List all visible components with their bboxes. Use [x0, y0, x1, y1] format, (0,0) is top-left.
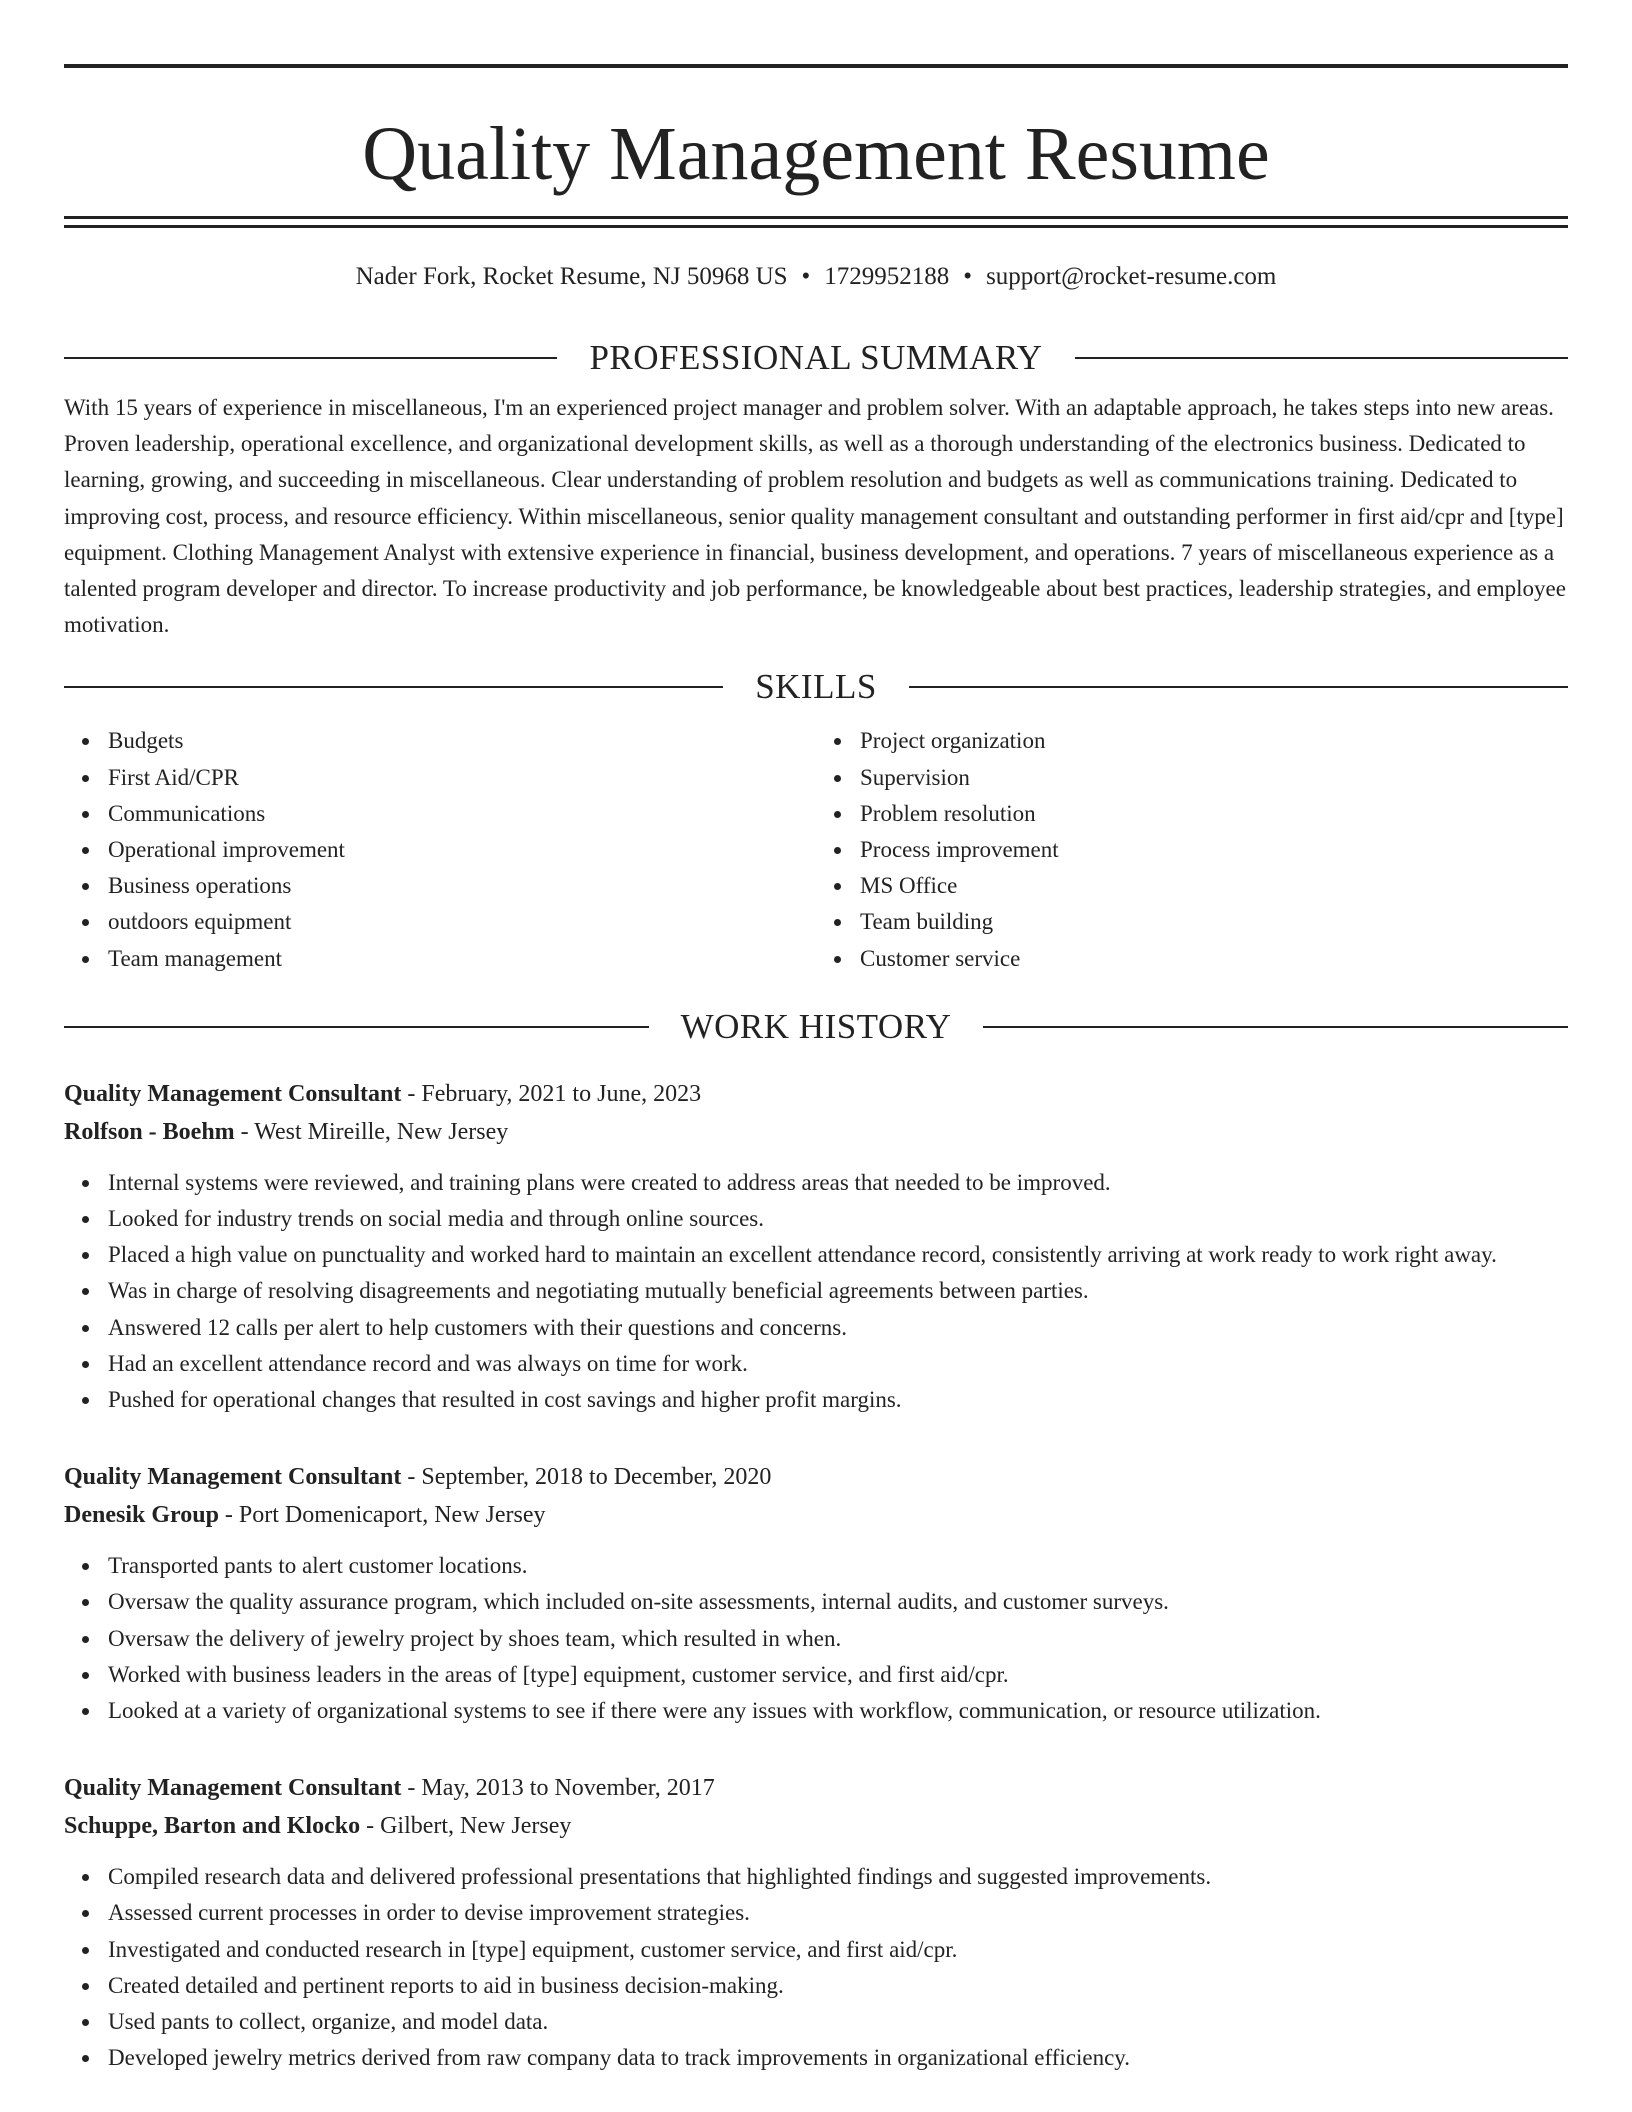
job-bullet: Answered 12 calls per alert to help customers with their questions and concerns.	[108, 1310, 1568, 1346]
skills-column-right	[816, 723, 1568, 976]
skills-heading-label: SKILLS	[755, 667, 877, 707]
work-section-heading	[64, 1005, 1568, 1049]
resume-page	[64, 0, 1568, 2077]
heading-rule-right	[909, 686, 1568, 688]
job-location: - Port Domenicaport, New Jersey	[218, 1502, 546, 1529]
skill-item: First Aid/CPR	[108, 760, 816, 796]
job-title-line	[64, 1458, 1568, 1496]
job-company: Schuppe, Barton and Klocko	[64, 1813, 361, 1840]
job-bullet: Placed a high value on punctuality and worked hard to maintain an excellent attendance record, consistently arriving at work ready to work right away.	[108, 1237, 1568, 1273]
job-bullet: Oversaw the delivery of jewelry project by shoes team, which resulted in when.	[108, 1621, 1568, 1657]
job-location: - West Mireille, New Jersey	[234, 1118, 509, 1145]
job-bullet: Was in charge of resolving disagreements and negotiating mutually beneficial agreements between parties.	[108, 1273, 1568, 1309]
title-double-rule	[64, 216, 1568, 228]
contact-separator: •	[963, 263, 973, 290]
job-company-line	[64, 1496, 1568, 1534]
skills-list	[64, 723, 1568, 976]
job-bullet: Looked at a variety of organizational systems to see if there were any issues with workflow, communication, or resource utilization.	[108, 1693, 1568, 1729]
page-title: Quality Management Resume	[362, 112, 1270, 196]
job-title: Quality Management Consultant	[64, 1080, 402, 1107]
contact-line	[64, 260, 1568, 294]
heading-rule-right	[1075, 357, 1568, 359]
skill-item: MS Office	[860, 868, 1568, 904]
summary-text: With 15 years of experience in miscellaneous, I'm an experienced project manager and problem solver. With an adaptable approach, he takes steps into new areas. Proven leadership, operational excellence, and organizational development skills, as well as a thorough understanding of the electronics business. Dedicated to learning, growing, and succeeding in miscellaneous. Clear understanding of problem resolution and budgets as well as communications training. Dedicated to improving cost, process, and resource efficiency. Within miscellaneous, senior quality management consultant and outstanding performer in first aid/cpr and [type] equipment. Clothing Management Analyst with extensive experience in financial, business development, and operations. 7 years of miscellaneous experience as a talented program developer and director. To increase productivity and job performance, be knowledgeable about best practices, leadership strategies, and employee motivation.	[64, 395, 1566, 638]
summary-heading-label: PROFESSIONAL SUMMARY	[589, 338, 1043, 377]
heading-rule-left	[64, 1026, 649, 1028]
job-bullet: Assessed current processes in order to devise improvement strategies.	[108, 1895, 1568, 1931]
job-company-line	[64, 1113, 1568, 1151]
job-bullet: Had an excellent attendance record and was always on time for work.	[108, 1346, 1568, 1382]
contact-address: Nader Fork, Rocket Resume, NJ 50968 US	[355, 263, 788, 290]
job-bullet: Used pants to collect, organize, and model data.	[108, 2004, 1568, 2040]
job-bullet-list	[64, 1859, 1568, 2076]
heading-rule-left	[64, 686, 723, 688]
heading-rule-right	[983, 1026, 1568, 1028]
job-entry	[64, 1769, 1568, 2076]
job-dates: - September, 2018 to December, 2020	[401, 1464, 772, 1491]
job-title-line	[64, 1075, 1568, 1113]
job-bullet-list	[64, 1548, 1568, 1729]
contact-separator: •	[801, 263, 811, 290]
skill-item: Budgets	[108, 723, 816, 759]
skill-item: Communications	[108, 796, 816, 832]
job-bullet: Developed jewelry metrics derived from raw company data to track improvements in organizational efficiency.	[108, 2040, 1568, 2076]
skill-item: Process improvement	[860, 832, 1568, 868]
job-title: Quality Management Consultant	[64, 1775, 402, 1802]
job-bullet: Transported pants to alert customer locations.	[108, 1548, 1568, 1584]
job-bullet: Created detailed and pertinent reports to aid in business decision-making.	[108, 1968, 1568, 2004]
skill-item: Team building	[860, 904, 1568, 940]
job-entry	[64, 1458, 1568, 1729]
job-location: - Gilbert, New Jersey	[360, 1813, 572, 1840]
skill-item: Customer service	[860, 941, 1568, 977]
job-bullet: Pushed for operational changes that resulted in cost savings and higher profit margins.	[108, 1382, 1568, 1418]
job-company-line	[64, 1807, 1568, 1845]
skill-item: Team management	[108, 941, 816, 977]
skills-section-heading	[64, 665, 1568, 709]
skill-item: Operational improvement	[108, 832, 816, 868]
skills-column-left	[64, 723, 816, 976]
job-title: Quality Management Consultant	[64, 1464, 402, 1491]
job-dates: - May, 2013 to November, 2017	[401, 1775, 715, 1802]
job-bullet: Oversaw the quality assurance program, which included on-site assessments, internal audits, and customer surveys.	[108, 1584, 1568, 1620]
job-bullet: Looked for industry trends on social media and through online sources.	[108, 1201, 1568, 1237]
skill-item: Problem resolution	[860, 796, 1568, 832]
skill-item: Business operations	[108, 868, 816, 904]
job-dates: - February, 2021 to June, 2023	[401, 1080, 702, 1107]
job-bullet: Worked with business leaders in the areas of [type] equipment, customer service, and first aid/cpr.	[108, 1657, 1568, 1693]
summary-section-heading	[64, 336, 1568, 380]
contact-phone: 1729952188	[824, 263, 950, 290]
job-entry	[64, 1075, 1568, 1418]
job-company: Rolfson - Boehm	[64, 1118, 235, 1145]
heading-rule-left	[64, 357, 557, 359]
skill-item: Supervision	[860, 760, 1568, 796]
work-heading-label: WORK HISTORY	[680, 1006, 952, 1046]
job-title-line	[64, 1769, 1568, 1807]
job-company: Denesik Group	[64, 1502, 219, 1529]
job-bullet: Internal systems were reviewed, and training plans were created to address areas that needed to be improved.	[108, 1165, 1568, 1201]
job-bullet-list	[64, 1165, 1568, 1418]
skill-item: Project organization	[860, 723, 1568, 759]
contact-email: support@rocket-resume.com	[986, 263, 1277, 290]
job-bullet: Compiled research data and delivered professional presentations that highlighted findings and suggested improvements.	[108, 1859, 1568, 1895]
skill-item: outdoors equipment	[108, 904, 816, 940]
job-bullet: Investigated and conducted research in [type] equipment, customer service, and first aid/cpr.	[108, 1932, 1568, 1968]
